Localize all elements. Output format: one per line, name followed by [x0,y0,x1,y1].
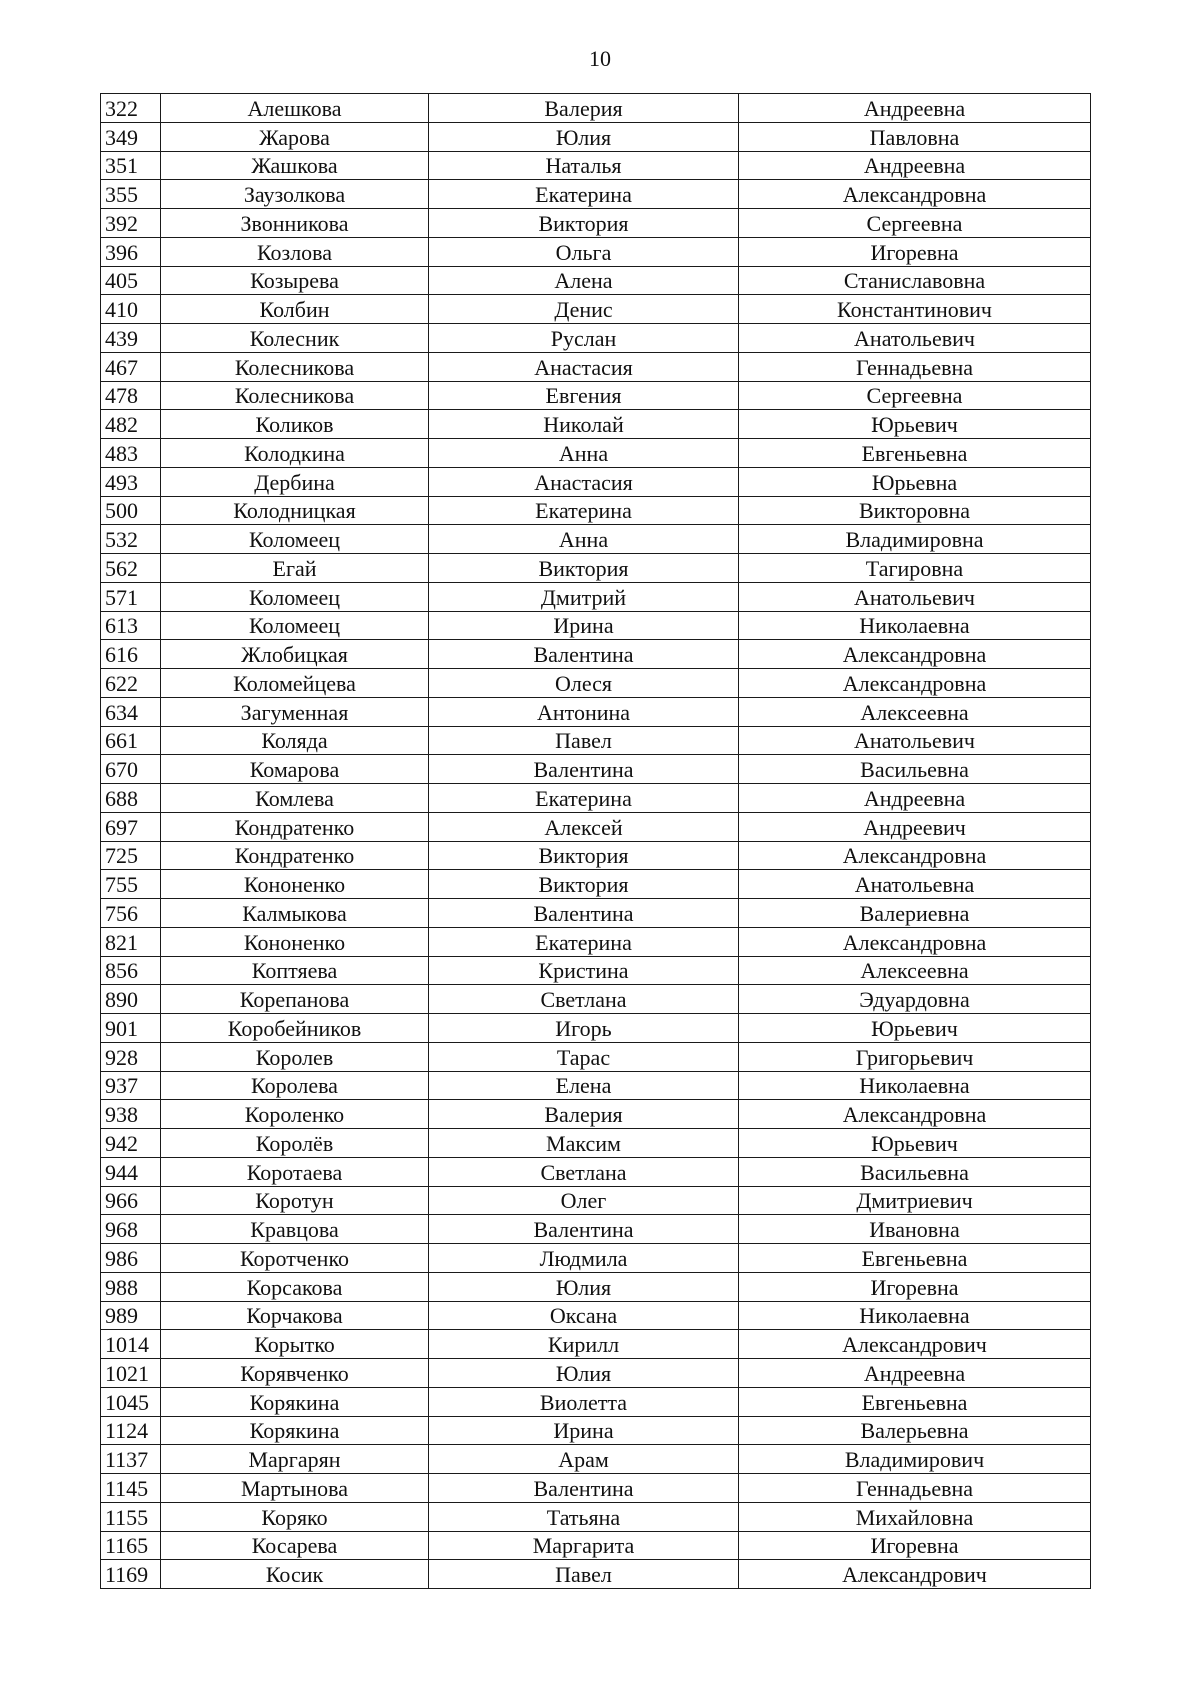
table-row [101,1071,1091,1100]
row-number-cell: 478 [101,381,161,410]
first-name-cell: Светлана [429,985,739,1014]
row-number-cell: 532 [101,525,161,554]
patronymic-cell: Павловна [739,122,1091,151]
table-row [101,237,1091,266]
first-name-cell: Ирина [429,1416,739,1445]
table-row [101,1186,1091,1215]
patronymic-cell: Александровна [739,640,1091,669]
row-number-cell: 988 [101,1272,161,1301]
row-number-cell: 725 [101,841,161,870]
first-name-cell: Виктория [429,841,739,870]
last-name-cell: Косарева [161,1531,429,1560]
last-name-cell: Корякина [161,1416,429,1445]
first-name-cell: Тарас [429,1042,739,1071]
patronymic-cell: Евгеньевна [739,439,1091,468]
row-number-cell: 856 [101,956,161,985]
first-name-cell: Татьяна [429,1502,739,1531]
first-name-cell: Николай [429,410,739,439]
table-row [101,697,1091,726]
last-name-cell: Коломеец [161,525,429,554]
first-name-cell: Екатерина [429,927,739,956]
first-name-cell: Анастасия [429,352,739,381]
row-number-cell: 439 [101,324,161,353]
patronymic-cell: Григорьевич [739,1042,1091,1071]
table-row [101,1014,1091,1043]
last-name-cell: Косик [161,1560,429,1589]
last-name-cell: Звонникова [161,209,429,238]
first-name-cell: Оксана [429,1301,739,1330]
first-name-cell: Юлия [429,1272,739,1301]
row-number-cell: 410 [101,295,161,324]
last-name-cell: Загуменная [161,697,429,726]
table-row [101,899,1091,928]
last-name-cell: Корякина [161,1387,429,1416]
row-number-cell: 1155 [101,1502,161,1531]
patronymic-cell: Юрьевич [739,1129,1091,1158]
patronymic-cell: Александрович [739,1560,1091,1589]
row-number-cell: 613 [101,611,161,640]
table-row [101,812,1091,841]
table-row [101,870,1091,899]
first-name-cell: Ольга [429,237,739,266]
table-row [101,784,1091,813]
last-name-cell: Короленко [161,1100,429,1129]
first-name-cell: Кристина [429,956,739,985]
last-name-cell: Коротун [161,1186,429,1215]
last-name-cell: Комлева [161,784,429,813]
first-name-cell: Руслан [429,324,739,353]
patronymic-cell: Александровна [739,927,1091,956]
first-name-cell: Валентина [429,640,739,669]
row-number-cell: 616 [101,640,161,669]
last-name-cell: Козлова [161,237,429,266]
patronymic-cell: Николаевна [739,1071,1091,1100]
last-name-cell: Колодницкая [161,496,429,525]
first-name-cell: Павел [429,726,739,755]
first-name-cell: Олеся [429,669,739,698]
row-number-cell: 1014 [101,1330,161,1359]
patronymic-cell: Ивановна [739,1215,1091,1244]
table-row [101,1387,1091,1416]
patronymic-cell: Игоревна [739,1531,1091,1560]
patronymic-cell: Андреевна [739,784,1091,813]
patronymic-cell: Андреевна [739,94,1091,123]
table-row [101,467,1091,496]
table-row [101,554,1091,583]
row-number-cell: 351 [101,151,161,180]
table-row [101,927,1091,956]
patronymic-cell: Анатольевич [739,726,1091,755]
table-row [101,582,1091,611]
last-name-cell: Кондратенко [161,812,429,841]
patronymic-cell: Тагировна [739,554,1091,583]
first-name-cell: Валентина [429,1215,739,1244]
last-name-cell: Колесникова [161,381,429,410]
patronymic-cell: Юрьевич [739,1014,1091,1043]
first-name-cell: Виолетта [429,1387,739,1416]
first-name-cell: Людмила [429,1244,739,1273]
patronymic-cell: Евгеньевна [739,1244,1091,1273]
last-name-cell: Алешкова [161,94,429,123]
patronymic-cell: Сергеевна [739,381,1091,410]
last-name-cell: Королева [161,1071,429,1100]
last-name-cell: Корытко [161,1330,429,1359]
patronymic-cell: Анатольевич [739,582,1091,611]
last-name-cell: Коряко [161,1502,429,1531]
first-name-cell: Максим [429,1129,739,1158]
last-name-cell: Егай [161,554,429,583]
first-name-cell: Дмитрий [429,582,739,611]
patronymic-cell: Александрович [739,1330,1091,1359]
row-number-cell: 928 [101,1042,161,1071]
last-name-cell: Коротченко [161,1244,429,1273]
last-name-cell: Коляда [161,726,429,755]
patronymic-cell: Андреевна [739,151,1091,180]
patronymic-cell: Васильевна [739,1157,1091,1186]
table-row [101,1215,1091,1244]
table-row [101,381,1091,410]
last-name-cell: Заузолкова [161,180,429,209]
last-name-cell: Кононенко [161,870,429,899]
first-name-cell: Наталья [429,151,739,180]
table-row [101,1474,1091,1503]
patronymic-cell: Викторовна [739,496,1091,525]
last-name-cell: Колодкина [161,439,429,468]
patronymic-cell: Станиславовна [739,266,1091,295]
first-name-cell: Игорь [429,1014,739,1043]
row-number-cell: 1137 [101,1445,161,1474]
patronymic-cell: Николаевна [739,611,1091,640]
last-name-cell: Колесник [161,324,429,353]
first-name-cell: Арам [429,1445,739,1474]
patronymic-cell: Васильевна [739,755,1091,784]
roster-table-body [101,94,1091,1589]
last-name-cell: Корепанова [161,985,429,1014]
first-name-cell: Юлия [429,122,739,151]
row-number-cell: 322 [101,94,161,123]
patronymic-cell: Александровна [739,669,1091,698]
row-number-cell: 571 [101,582,161,611]
patronymic-cell: Валерьевна [739,1416,1091,1445]
table-row [101,94,1091,123]
patronymic-cell: Андреевич [739,812,1091,841]
first-name-cell: Виктория [429,554,739,583]
row-number-cell: 968 [101,1215,161,1244]
row-number-cell: 622 [101,669,161,698]
table-row [101,525,1091,554]
row-number-cell: 405 [101,266,161,295]
row-number-cell: 755 [101,870,161,899]
patronymic-cell: Игоревна [739,1272,1091,1301]
table-row [101,1445,1091,1474]
patronymic-cell: Александровна [739,841,1091,870]
last-name-cell: Коломейцева [161,669,429,698]
table-row [101,1560,1091,1589]
first-name-cell: Валентина [429,899,739,928]
first-name-cell: Валерия [429,1100,739,1129]
patronymic-cell: Алексеевна [739,956,1091,985]
patronymic-cell: Владимировна [739,525,1091,554]
first-name-cell: Олег [429,1186,739,1215]
table-row [101,352,1091,381]
first-name-cell: Екатерина [429,180,739,209]
first-name-cell: Елена [429,1071,739,1100]
row-number-cell: 483 [101,439,161,468]
patronymic-cell: Валериевна [739,899,1091,928]
last-name-cell: Королёв [161,1129,429,1158]
patronymic-cell: Алексеевна [739,697,1091,726]
patronymic-cell: Эдуардовна [739,985,1091,1014]
roster-table [100,93,1091,1589]
last-name-cell: Мартынова [161,1474,429,1503]
row-number-cell: 986 [101,1244,161,1273]
table-row [101,611,1091,640]
last-name-cell: Колесникова [161,352,429,381]
patronymic-cell: Николаевна [739,1301,1091,1330]
first-name-cell: Кирилл [429,1330,739,1359]
row-number-cell: 938 [101,1100,161,1129]
first-name-cell: Павел [429,1560,739,1589]
table-row [101,640,1091,669]
patronymic-cell: Анатольевич [739,324,1091,353]
table-row [101,1502,1091,1531]
last-name-cell: Кравцова [161,1215,429,1244]
last-name-cell: Коломеец [161,611,429,640]
first-name-cell: Анна [429,439,739,468]
row-number-cell: 688 [101,784,161,813]
patronymic-cell: Евгеньевна [739,1387,1091,1416]
patronymic-cell: Игоревна [739,237,1091,266]
first-name-cell: Денис [429,295,739,324]
last-name-cell: Корсакова [161,1272,429,1301]
last-name-cell: Маргарян [161,1445,429,1474]
patronymic-cell: Юрьевич [739,410,1091,439]
last-name-cell: Коптяева [161,956,429,985]
first-name-cell: Виктория [429,870,739,899]
row-number-cell: 944 [101,1157,161,1186]
row-number-cell: 901 [101,1014,161,1043]
last-name-cell: Кондратенко [161,841,429,870]
last-name-cell: Дербина [161,467,429,496]
table-row [101,122,1091,151]
table-row [101,496,1091,525]
row-number-cell: 670 [101,755,161,784]
row-number-cell: 634 [101,697,161,726]
patronymic-cell: Анатольевна [739,870,1091,899]
first-name-cell: Юлия [429,1359,739,1388]
table-row [101,755,1091,784]
row-number-cell: 890 [101,985,161,1014]
table-row [101,266,1091,295]
page-number: 10 [589,46,611,71]
row-number-cell: 1045 [101,1387,161,1416]
row-number-cell: 349 [101,122,161,151]
first-name-cell: Валерия [429,94,739,123]
row-number-cell: 661 [101,726,161,755]
first-name-cell: Маргарита [429,1531,739,1560]
table-row [101,1301,1091,1330]
first-name-cell: Екатерина [429,496,739,525]
table-row [101,151,1091,180]
patronymic-cell: Андреевна [739,1359,1091,1388]
row-number-cell: 1021 [101,1359,161,1388]
last-name-cell: Комарова [161,755,429,784]
table-row [101,1100,1091,1129]
first-name-cell: Валентина [429,755,739,784]
row-number-cell: 756 [101,899,161,928]
row-number-cell: 482 [101,410,161,439]
row-number-cell: 942 [101,1129,161,1158]
last-name-cell: Королев [161,1042,429,1071]
patronymic-cell: Юрьевна [739,467,1091,496]
table-row [101,1416,1091,1445]
first-name-cell: Антонина [429,697,739,726]
row-number-cell: 467 [101,352,161,381]
table-row [101,410,1091,439]
row-number-cell: 966 [101,1186,161,1215]
table-row [101,1042,1091,1071]
row-number-cell: 697 [101,812,161,841]
table-row [101,1272,1091,1301]
last-name-cell: Колбин [161,295,429,324]
first-name-cell: Евгения [429,381,739,410]
patronymic-cell: Александровна [739,180,1091,209]
last-name-cell: Жашкова [161,151,429,180]
row-number-cell: 500 [101,496,161,525]
first-name-cell: Анастасия [429,467,739,496]
table-row [101,985,1091,1014]
last-name-cell: Корявченко [161,1359,429,1388]
first-name-cell: Ирина [429,611,739,640]
table-row [101,1359,1091,1388]
first-name-cell: Валентина [429,1474,739,1503]
last-name-cell: Калмыкова [161,899,429,928]
first-name-cell: Светлана [429,1157,739,1186]
last-name-cell: Коломеец [161,582,429,611]
row-number-cell: 821 [101,927,161,956]
patronymic-cell: Михайловна [739,1502,1091,1531]
first-name-cell: Анна [429,525,739,554]
first-name-cell: Виктория [429,209,739,238]
row-number-cell: 562 [101,554,161,583]
table-row [101,1330,1091,1359]
last-name-cell: Жарова [161,122,429,151]
patronymic-cell: Геннадьевна [739,1474,1091,1503]
patronymic-cell: Дмитриевич [739,1186,1091,1215]
last-name-cell: Кононенко [161,927,429,956]
row-number-cell: 1124 [101,1416,161,1445]
table-row [101,180,1091,209]
table-row [101,295,1091,324]
row-number-cell: 937 [101,1071,161,1100]
table-row [101,669,1091,698]
last-name-cell: Козырева [161,266,429,295]
row-number-cell: 1165 [101,1531,161,1560]
patronymic-cell: Геннадьевна [739,352,1091,381]
patronymic-cell: Сергеевна [739,209,1091,238]
row-number-cell: 355 [101,180,161,209]
row-number-cell: 392 [101,209,161,238]
row-number-cell: 989 [101,1301,161,1330]
table-row [101,726,1091,755]
last-name-cell: Корчакова [161,1301,429,1330]
table-row [101,209,1091,238]
patronymic-cell: Владимирович [739,1445,1091,1474]
row-number-cell: 1169 [101,1560,161,1589]
last-name-cell: Коротаева [161,1157,429,1186]
table-row [101,439,1091,468]
last-name-cell: Коробейников [161,1014,429,1043]
patronymic-cell: Александровна [739,1100,1091,1129]
last-name-cell: Жлобицкая [161,640,429,669]
first-name-cell: Алена [429,266,739,295]
row-number-cell: 396 [101,237,161,266]
row-number-cell: 1145 [101,1474,161,1503]
first-name-cell: Екатерина [429,784,739,813]
table-row [101,841,1091,870]
table-row [101,1129,1091,1158]
table-row [101,324,1091,353]
first-name-cell: Алексей [429,812,739,841]
table-row [101,1157,1091,1186]
patronymic-cell: Константинович [739,295,1091,324]
table-row [101,956,1091,985]
table-row [101,1244,1091,1273]
last-name-cell: Коликов [161,410,429,439]
row-number-cell: 493 [101,467,161,496]
table-row [101,1531,1091,1560]
